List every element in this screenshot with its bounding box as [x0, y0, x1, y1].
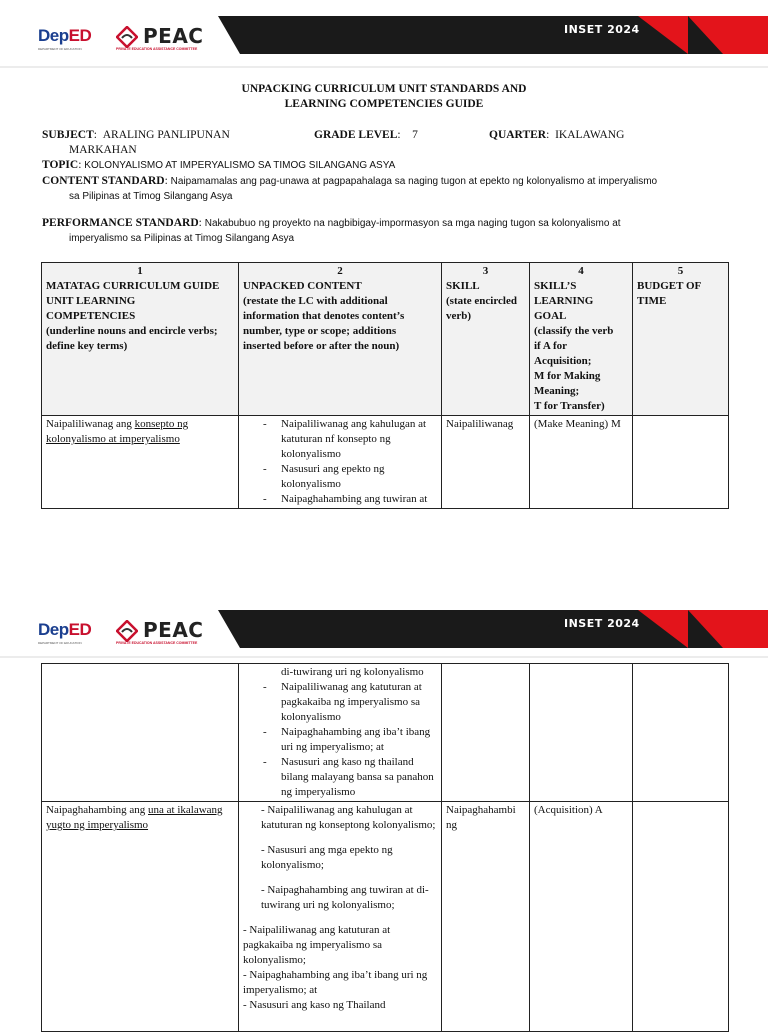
learning-goal-cell: (Make Meaning) M: [530, 416, 633, 509]
underlined-term: kolonyalismo at imperyalismo: [46, 433, 180, 445]
column-header-5: 5 BUDGET OF TIME: [633, 263, 729, 416]
quarter-value-continued: MARKAHAN: [69, 144, 137, 156]
page2-header: [0, 608, 768, 660]
column-header-1: 1 MATATAG CURRICULUM GUIDE UNIT LEARNING COMPETENCIES (underline nouns and encircle verbs; define key terms): [42, 263, 239, 416]
competency-cell: Naipaghahambing ang una at ikalawang yugto ng imperyalismo: [42, 802, 239, 1032]
list-item-continued: di-tuwirang uri ng kolonyalismo: [281, 666, 424, 678]
learning-goal-cell: (Acquisition) A: [530, 802, 633, 1032]
list-item: - Naipaliliwanag ang kahulugan at katuturan ng konseptong kolonyalismo;: [261, 804, 436, 831]
list-item: - Nasusuri ang kaso ng thailand bilang malayang bansa sa panahon ng imperyalismo: [263, 755, 437, 800]
peac-logo-subtext: PRIVATE EDUCATION ASSISTANCE COMMITTEE: [116, 47, 198, 51]
list-item: - Nasusuri ang epekto ng kolonyalismo: [263, 462, 437, 492]
quarter-field: QUARTER: IKALAWANG: [489, 129, 625, 141]
peac-logo: PEAC: [143, 618, 204, 642]
performance-standard-value-1: Nakabubuo ng proyekto na nagbibigay-impormasyon sa mga naging tugon sa kolonyalismo at: [204, 218, 621, 229]
header-divider: [0, 656, 768, 658]
header-divider: [0, 66, 768, 68]
skill-cell: Naipaliliwanag: [442, 416, 530, 509]
topic-field: TOPIC: KOLONYALISMO AT IMPERYALISMO SA TIMOG SILANGANG ASYA: [42, 159, 396, 171]
inset-banner: [218, 610, 768, 648]
underlined-term: yugto ng imperyalismo: [46, 819, 149, 831]
performance-standard-field: PERFORMANCE STANDARD: Nakabubuo ng proyekto na nagbibigay-impormasyon sa mga naging tugon sa kolonyalismo at: [42, 217, 621, 229]
grade-level-field: GRADE LEVEL: 7: [314, 129, 418, 141]
peac-emblem-icon: [116, 26, 138, 48]
content-standard-field: CONTENT STANDARD: Naipamamalas ang pag-unawa at pagpapahalaga sa naging tugon at epekto ng kolonyalismo at imperyalismo: [42, 175, 658, 187]
content-standard-value-1: Naipamamalas ang pag-unawa at pagpapahalaga sa naging tugon at epekto ng kolonyalismo at imperyalismo: [170, 176, 658, 187]
inset-banner: [218, 16, 768, 54]
list-item: - Naipaliliwanag ang kahulugan at katuturan nf konsepto ng kolonyalismo: [263, 417, 437, 462]
unpacked-content-cell: [239, 664, 442, 802]
deped-logo-subtext: DEPARTMENT OF EDUCATION: [38, 47, 82, 51]
grade-level-value: 7: [412, 129, 418, 141]
column-header-4: 4 SKILL’S LEARNING GOAL (classify the verb if A for Acquisition; M for Making Meaning; T for Transfer): [530, 263, 633, 416]
subject-label: SUBJECT: [42, 129, 94, 141]
performance-standard-label: PERFORMANCE STANDARD: [42, 217, 199, 229]
table-row: [42, 664, 729, 802]
subject-field: SUBJECT: ARALING PANLIPUNAN: [42, 129, 230, 141]
quarter-label: QUARTER: [489, 129, 547, 141]
document-title: [0, 82, 768, 112]
skill-cell: Naipaghahambi ng: [442, 802, 530, 1032]
list-item: - Naipaghahambing ang tuwiran at: [263, 492, 437, 507]
deped-logo: DepED: [38, 26, 92, 45]
list-item: - Naipaliliwanag ang katuturan at pagkakaiba ng imperyalismo sa kolonyalismo: [263, 680, 437, 725]
list-item: - Naipaliliwanag ang katuturan at pagkakaiba ng imperyalismo sa kolonyalismo;: [243, 924, 391, 966]
performance-standard-value-2: imperyalismo sa Pilipinas at Timog Silangang Asya: [69, 233, 295, 244]
unpacked-content-cell: [239, 802, 442, 1032]
underlined-term: una at ikalawang: [148, 804, 223, 816]
inset-label: INSET 2024: [564, 23, 640, 36]
table-row: [42, 802, 729, 1032]
column-header-3: 3 SKILL (state encircled verb): [442, 263, 530, 416]
budget-cell: [633, 416, 729, 509]
unpacked-content-cell: [239, 416, 442, 509]
inset-label: INSET 2024: [564, 617, 640, 630]
list-item: - Naipaghahambing ang iba’t ibang uri ng imperyalismo; at: [243, 969, 428, 996]
table-header-row: [42, 263, 729, 416]
page1-header: [0, 14, 768, 66]
deped-logo: DepED: [38, 620, 92, 639]
title-line-2: LEARNING COMPETENCIES GUIDE: [284, 98, 484, 110]
content-standard-label: CONTENT STANDARD: [42, 175, 165, 187]
list-item: - Naipaghahambing ang iba’t ibang uri ng imperyalismo; at: [263, 725, 437, 755]
skill-cell: [442, 664, 530, 802]
grade-level-label: GRADE LEVEL: [314, 129, 398, 141]
deped-logo-subtext: DEPARTMENT OF EDUCATION: [38, 641, 82, 645]
unpacking-table-page2: [41, 663, 729, 1032]
subject-value: ARALING PANLIPUNAN: [102, 129, 230, 141]
competency-cell: [42, 664, 239, 802]
table-row: [42, 416, 729, 509]
list-item: - Naipaghahambing ang tuwiran at di-tuwirang uri ng kolonyalismo;: [261, 884, 429, 911]
peac-logo-subtext: PRIVATE EDUCATION ASSISTANCE COMMITTEE: [116, 641, 198, 645]
content-standard-value-2: sa Pilipinas at Timog Silangang Asya: [69, 191, 233, 202]
column-header-2: 2 UNPACKED CONTENT (restate the LC with additional information that denotes content’s number, type or scope; additions inserted before or after the noun): [239, 263, 442, 416]
competency-cell: Naipaliliwanag ang konsepto ng kolonyalismo at imperyalismo: [42, 416, 239, 509]
budget-cell: [633, 802, 729, 1032]
quarter-value: IKALAWANG: [555, 129, 625, 141]
topic-label: TOPIC: [42, 159, 79, 171]
topic-value: KOLONYALISMO AT IMPERYALISMO SA TIMOG SILANGANG ASYA: [84, 160, 396, 171]
unpacking-table-page1: [41, 262, 729, 509]
budget-cell: [633, 664, 729, 802]
title-line-1: UNPACKING CURRICULUM UNIT STANDARDS AND: [241, 83, 527, 95]
underlined-term: konsepto ng: [134, 418, 189, 430]
peac-logo: PEAC: [143, 24, 204, 48]
peac-emblem-icon: [116, 620, 138, 642]
learning-goal-cell: [530, 664, 633, 802]
list-item: - Nasusuri ang kaso ng Thailand: [243, 999, 386, 1011]
list-item: - Nasusuri ang mga epekto ng kolonyalismo;: [261, 844, 393, 871]
